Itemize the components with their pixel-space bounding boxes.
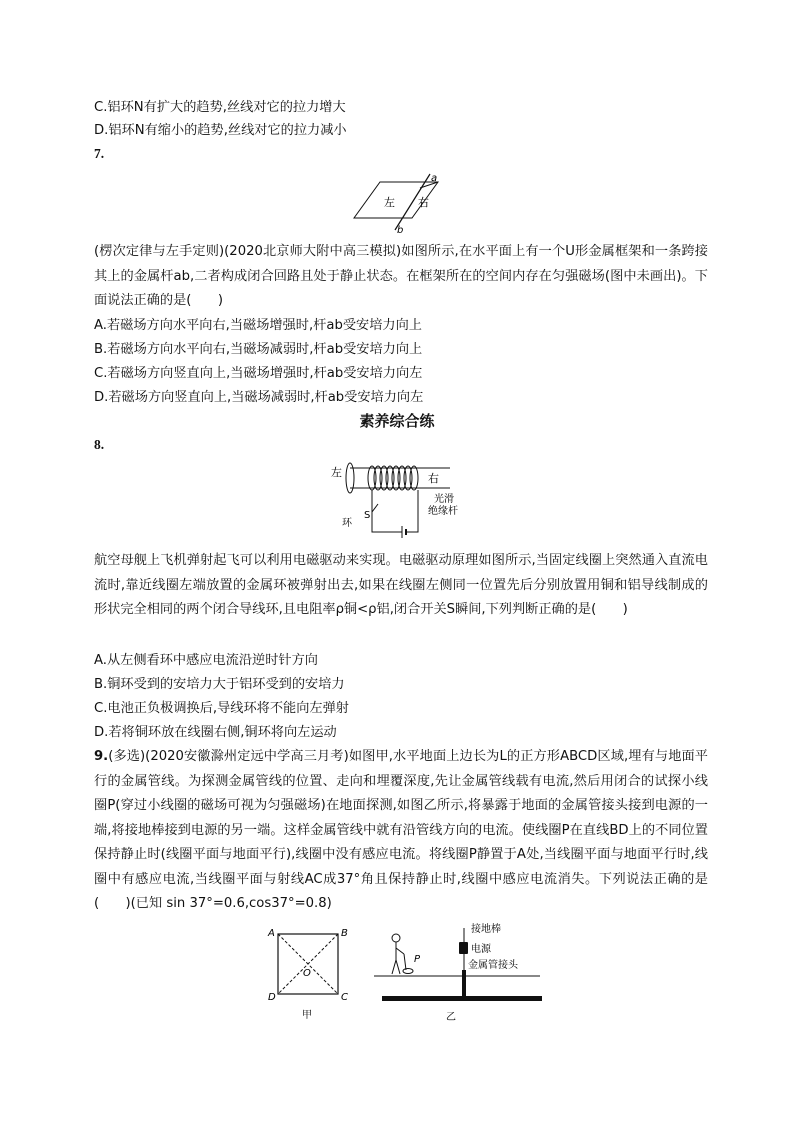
q9-label-o: O bbox=[303, 968, 311, 979]
q8-label-rod-line1: 光滑 bbox=[434, 494, 454, 505]
q6-option-d: D.铝环N有缩小的趋势,丝线对它的拉力减小 bbox=[94, 123, 347, 138]
q9-label-b: B bbox=[341, 928, 348, 939]
q8-option-c: C.电池正负极调换后,导线环将不能向左弹射 bbox=[94, 701, 349, 716]
q7-figure-frame-diagram bbox=[350, 170, 450, 235]
q6-option-c: C.铝环N有扩大的趋势,丝线对它的拉力增大 bbox=[94, 100, 346, 115]
q7-number: 7. bbox=[94, 146, 105, 161]
q8-label-rod-line2: 绝缘杆 bbox=[428, 506, 458, 517]
q7-label-right: 右 bbox=[418, 196, 429, 209]
q7-option-b: B.若磁场方向水平向右,当磁场减弱时,杆ab受安培力向上 bbox=[94, 342, 423, 357]
q9-label-a: A bbox=[268, 928, 275, 939]
q8-option-d: D.若将铜环放在线圈右侧,铜环将向左运动 bbox=[94, 725, 337, 740]
q9-label-d: D bbox=[268, 992, 276, 1003]
section-title: 素养综合练 bbox=[359, 412, 435, 430]
q8-label-ring: 环 bbox=[342, 518, 352, 529]
q8-label-switch: S bbox=[364, 510, 371, 521]
q9-label-p: P bbox=[414, 954, 421, 965]
q9-figure-yi bbox=[370, 918, 550, 1024]
q7-option-c: C.若磁场方向竖直向上,当磁场增强时,杆ab受安培力向左 bbox=[94, 366, 423, 381]
q9-caption-jia: 甲 bbox=[302, 1010, 312, 1020]
q7-label-left: 左 bbox=[384, 196, 395, 209]
q8-label-left: 左 bbox=[331, 466, 342, 479]
q8-stem: 航空母舰上飞机弹射起飞可以利用电磁驱动来实现。电磁驱动原理如图所示,当固定线圈上突然通入直流电流时,靠近线圈左端放置的金属环被弹射出去,如果在线圈左侧同一位置先后分别放置用铜和铝导线制成的形状完全相同的两个闭合导线环,且电阻率ρ铜<ρ铝,闭合开关S瞬间,下列判断正确的是( ) bbox=[94, 553, 708, 617]
q7-label-a: a bbox=[431, 173, 438, 184]
q9-label-c: C bbox=[341, 992, 348, 1003]
q9-label-power: 电源 bbox=[471, 944, 491, 955]
q7-stem: (楞次定律与左手定则)(2020北京师大附中高三模拟)如图所示,在水平面上有一个U形金属框架和一条跨接其上的金属杆ab,二者构成闭合回路且处于静止状态。在框架所在的空间内存在匀强磁场(图中未画出)。下面说法正确的是( ) bbox=[94, 244, 708, 308]
q9-stem bbox=[94, 745, 708, 917]
q7-label-b: b bbox=[397, 225, 404, 235]
q7-option-d: D.若磁场方向竖直向上,当磁场减弱时,杆ab受安培力向左 bbox=[94, 390, 424, 405]
q8-option-a: A.从左侧看环中感应电流沿逆时针方向 bbox=[94, 653, 318, 668]
q9-caption-yi: 乙 bbox=[446, 1012, 456, 1023]
q9-number: 9. bbox=[94, 749, 109, 764]
q9-label-pipe-joint: 金属管接头 bbox=[468, 960, 518, 971]
q8-label-right: 右 bbox=[428, 472, 439, 485]
q8-option-b: B.铜环受到的安培力大于铝环受到的安培力 bbox=[94, 677, 345, 692]
q9-label-ground-rod: 接地棒 bbox=[471, 924, 501, 935]
q9-figure-jia bbox=[262, 924, 362, 1020]
q8-figure-coil-diagram bbox=[322, 460, 472, 542]
q7-option-a: A.若磁场方向水平向右,当磁场增强时,杆ab受安培力向上 bbox=[94, 318, 422, 333]
q9-stem-text: (多选)(2020安徽滁州定远中学高三月考)如图甲,水平地面上边长为L的正方形ABCD区域,埋有与地面平行的金属管线。为探测金属管线的位置、走向和埋覆深度,先让金属管线载有电流,然后用闭合的试探小线圈P(穿过小线圈的磁场可视为匀强磁场)在地面探测,如图乙所示,将暴露于地面的金属管接头接到电源的一端,将接地棒接到电源的另一端。这样金属管线中就有沿管线方向的电流。使线圈P在直线BD上的不同位置保持静止时(线圈平面与地面平行),线圈中没有感应电流。将线圈P静置于A处,当线圈平面与地面平行时,线圈中有感应电流,当线圈平面与射线AC成37°角且保持静止时,线圈中感应电流消失。下列说法正确的是( )(已知 sin 37°=0.6,cos37°=0.8) bbox=[94, 749, 708, 911]
q8-number: 8. bbox=[94, 437, 105, 452]
